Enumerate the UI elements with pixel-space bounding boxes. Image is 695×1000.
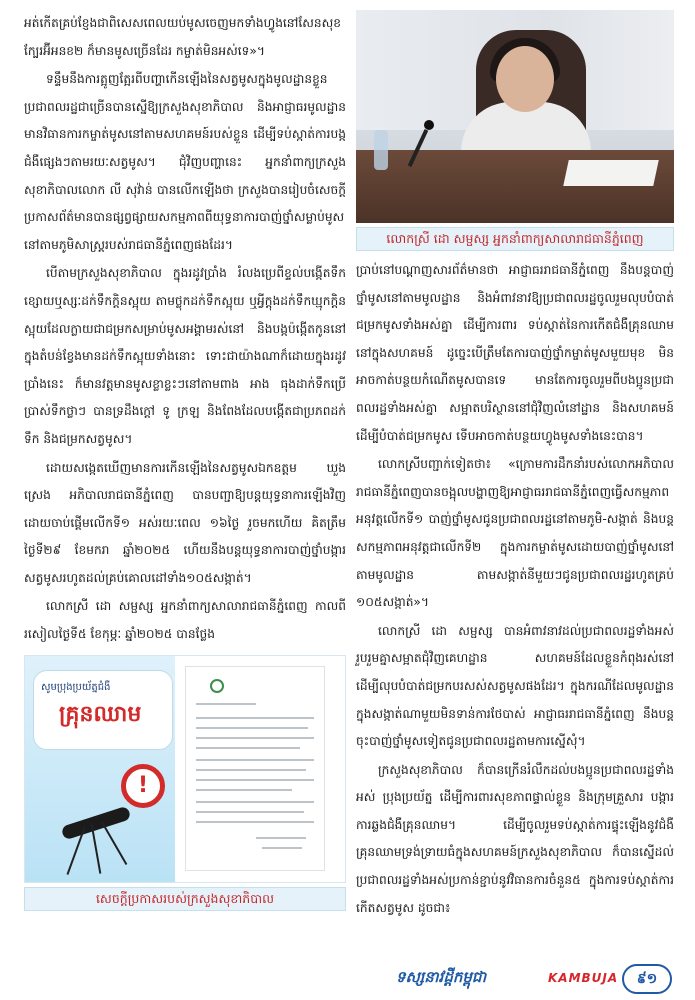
spokesperson-photo (356, 10, 674, 223)
document-line (196, 717, 314, 719)
magazine-title: ទស្សនាវដ្ដីកម្ពុជា (396, 968, 487, 986)
paragraph: ដោយសង្កេតឃើញមានការកើនឡើងនៃសត្វមូសឯកឧត្តម ឃួង ស្រេង អភិបាលរាជធានីភ្នំពេញ បានបញ្ជាឱ្យបន្តយុទ្ធនាការឡើងវិញ ដោយចាប់ផ្តើមលើកទី១ អស់រយៈពេល ១៦ថ្ងៃ រួចមកហើយ គិតត្រឹមថ្ងៃទី២៩ ខែមករា ឆ្នាំ២០២៥ ហើយនឹងបន្តយុទ្ធនាការបាញ់ថ្នាំបង្ការសត្វមូសរហូតដល់គ្រប់គោលដៅទាំង១០៥សង្កាត់។ (24, 460, 346, 585)
left-column (24, 10, 346, 911)
document-line (196, 703, 256, 705)
warning-icon: ! (121, 764, 165, 808)
paragraph: លោកស្រីបញ្ជាក់ទៀតថា៖ «ក្រោមការដឹកនាំរបស់លោកអភិបាលរាជធានីភ្នំពេញបានចង្អុលបង្ហាញឱ្យអាជ្ញាធររាជធានីភ្នំពេញធ្វើសកម្មភាពអនុវត្តលើកទី១ បាញ់ថ្នាំមូសជូនប្រជាពលរដ្ឋនៅតាមភូមិ-សង្កាត់ និងបន្តសកម្មភាពអនុវត្តជាលើកទី២ ក្នុងការកម្ចាត់មូសដោយបាញ់ថ្នាំមូសនៅតាមមូលដ្ឋាន តាមសង្កាត់នីមួយៗជូនប្រជាពលរដ្ឋរហូតគ្រប់ ១០៥សង្កាត់»។ (356, 457, 674, 610)
document-line (196, 801, 314, 803)
document-line (196, 811, 304, 813)
document-line (196, 779, 314, 781)
document-line (196, 747, 300, 749)
photo-bottle (374, 130, 388, 170)
dengue-notice-image (24, 655, 346, 883)
document-line (196, 737, 314, 739)
paragraph: លោកស្រី ដោ សម្ផស្ស អ្នកនាំពាក្យសាលារាជធានីភ្នំពេញ កាលពីរសៀលថ្ងៃទី៥ ខែកុម្ភៈ ឆ្នាំ២០២៥ បានថ្លែង (24, 599, 346, 642)
page-footer (0, 962, 695, 1000)
photo-papers (563, 160, 659, 186)
photo-person-face (496, 46, 554, 112)
paragraph: បើតាមក្រសួងសុខាភិបាល ក្នុងរដូវប្រាំង រំលងប្រេពីខ្ទល់បង្កើតទឹកខ្សោយឬស្សៈដក់ទឹកក្តិនស្អុយ តាមថ្លុកដក់ទឹកស្អុយ ឬអ្វីក្តុងដក់ទឹកឃ្មុកក្តិនស្អុយដែលក្លាយជាជម្រកសម្រាប់មូសអង្គាមរស់នៅ និងបង្កប៉ង្កើតកូននៅក្នុងតំបន់ខ្វែងមានដក់ទឹកស្អុយទាំងនោះ ទោះជាយ៉ាងណាក៏ដោយក្នុងរដូវប្រាំងនេះ ក៏មានវត្តមានមូសខ្លាខ្លះៗនៅតាមពាង អាង ធុងដាក់ទឹកប្រើប្រាស់ទឹកថ្លាៗ បានទ្រដឹងក្តៅ ទូ ក្រឡ និងពែងដែលបង្កើតជាប្រភពដក់ទឹក និងជម្រកសត្វមូស។ (24, 266, 346, 446)
document-line (196, 769, 306, 771)
document-line (196, 821, 314, 823)
paragraph: ប្រាប់នៅបណ្តាញសារព័ត៌មានថា អាជ្ញាធររាជធានីភ្នំពេញ នឹងបន្តបាញ់ថ្នាំមូសនៅតាមមូលដ្ឋាន និងអំពាវនាវឱ្យប្រជាពលរដ្ឋចូលរួមលុបបំបាត់ជម្រកមូសទាំងអស់គ្នា ដើម្បីការពារ ទប់ស្កាត់នៃការកើតជំងឺគ្រុនឈាមនៅក្នុងសហគមន៍ ដូច្នេះបើត្រឹមតែការបាញ់ថ្នាំកម្ចាត់មូសមួយមុខ មិនអាចកាត់បន្ថយកំណើតមូសបានទេ មានតែការចូលរួមពីបងប្អូនប្រជាពលរដ្ឋទាំងអស់គ្នា សម្អាតបរិស្ថាននៅជុំវិញលំនៅដ្ឋាន និងសហគមន៍ ដើម្បីបំបាត់ជម្រកមូស ទើបអាចកាត់បន្ថយហ្វូងមូសទាំងនេះបាន។ (356, 263, 674, 443)
ministry-logo-icon (210, 679, 224, 693)
document-line (196, 727, 308, 729)
official-document-icon (185, 666, 325, 871)
paragraph: អត់កើតគ្រប់ខ្ញែងជាពិសេសពេលយប់មូសចេញមកទាំងហ្វូងនៅសែនសុខក្បែរអ៊ីអនខ២ ក៏មានមូសច្រើនដែរ កម្ចាត់មិនអស់ទេ»។ (24, 16, 341, 58)
document-line (196, 759, 314, 761)
right-column (356, 10, 674, 923)
notice-title: គ្រុនឈាម (59, 701, 142, 727)
paragraph: ក្រសួងសុខាភិបាល ក៏បានក្រើនរំលឹកដល់បងប្អូនប្រជាពលរដ្ឋទាំងអស់ ប្រុងប្រយ័ត្ន ដើម្បីការពារសុខភាពផ្ទាល់ខ្លួន និងក្រុមគ្រួសារ បង្ការការឆ្លងជំងឺគ្រុនឈាម។ ដើម្បីចូលរួមទប់ស្កាត់ការផ្ទុះឡើងនូវជំងឺគ្រុនឈាមទ្រង់ទ្រាយធំក្នុងសហគមន៍ក្រសួងសុខាភិបាល ក៏បានស្នើដល់ប្រជាពលរដ្ឋទាំងអស់ប្រកាន់ខ្ជាប់នូវវិធានការចំនួន៥ ក្នុងការទប់ស្កាត់ការកើតសត្វមូស ដូចជា៖ (356, 762, 674, 915)
document-line (262, 847, 302, 849)
page-number: ៩១ (622, 964, 672, 994)
notice-subtitle: សូមប្រុងប្រយ័ត្នជំងឺ (41, 681, 111, 693)
paragraph: ទន្ទឹមនឹងការត្អូញត្អែរពីបញ្ហាកើនឡើងនៃសត្វមូសក្នុងមូលដ្ឋានខ្លួន ប្រជាពលរដ្ឋជាច្រើនបានស្នើឱ្យក្រសួងសុខាភិបាល និងអាជ្ញាធរមូលដ្ឋានមានវិធានការកម្ចាត់មូសនៅតាមសហគមន៍របស់ខ្លួន ដើម្បីទប់ស្កាត់ការបង្កជំងឺផ្សេងៗតាមរយៈសត្វមូស។ ជុំវិញបញ្ហានេះ អ្នកនាំពាក្យក្រសួងសុខាភិបាលលោក លី សុវ៉ាន់ បានលើកឡើងថា ក្រសួងបានរៀបចំសេចក្តីប្រកាសព័ត៌មានបានផ្សព្វផ្សាយសកម្មភាពពីយុទ្ធនាការបាញ់ថ្នាំសម្លាប់មូសនៅតាមភូមិសាស្ត្ររបស់រាជធានីភ្នំពេញផងដែរ។ (24, 72, 346, 252)
photo-caption: លោកស្រី ដោ សម្ផស្ស អ្នកនាំពាក្យសាលារាជធានីភ្នំពេញ (356, 227, 674, 251)
document-line (196, 789, 292, 791)
paragraph: លោកស្រី ដោ សម្ផស្ស បានអំពាវនាវដល់ប្រជាពលរដ្ឋទាំងអស់រួបរួមគ្នាសម្អាតជុំវិញគេហដ្ឋាន សហគមន៍ដែលខ្លួនកំពុងរស់នៅ ដើម្បីលុបបំបាត់ជម្រកបរសស់សត្វមូសផងដែរ។ ក្នុងករណីដែលមូលដ្ឋានក្នុងសង្កាត់ណាមួយមិនទាន់ការថែបាស់ អាជ្ញាធររាជធានីភ្នំពេញ នឹងបន្តចុះបាញ់ថ្នាំមូសទៀតជូនប្រជាពលរដ្ឋតាមការស្នើសុំ។ (356, 623, 674, 749)
notice-caption: សេចក្តីប្រកាសរបស់ក្រសួងសុខាភិបាល (24, 887, 346, 911)
magazine-brand: KAMBUJA (548, 971, 619, 985)
microphone-head (424, 120, 434, 130)
document-line (256, 837, 306, 839)
